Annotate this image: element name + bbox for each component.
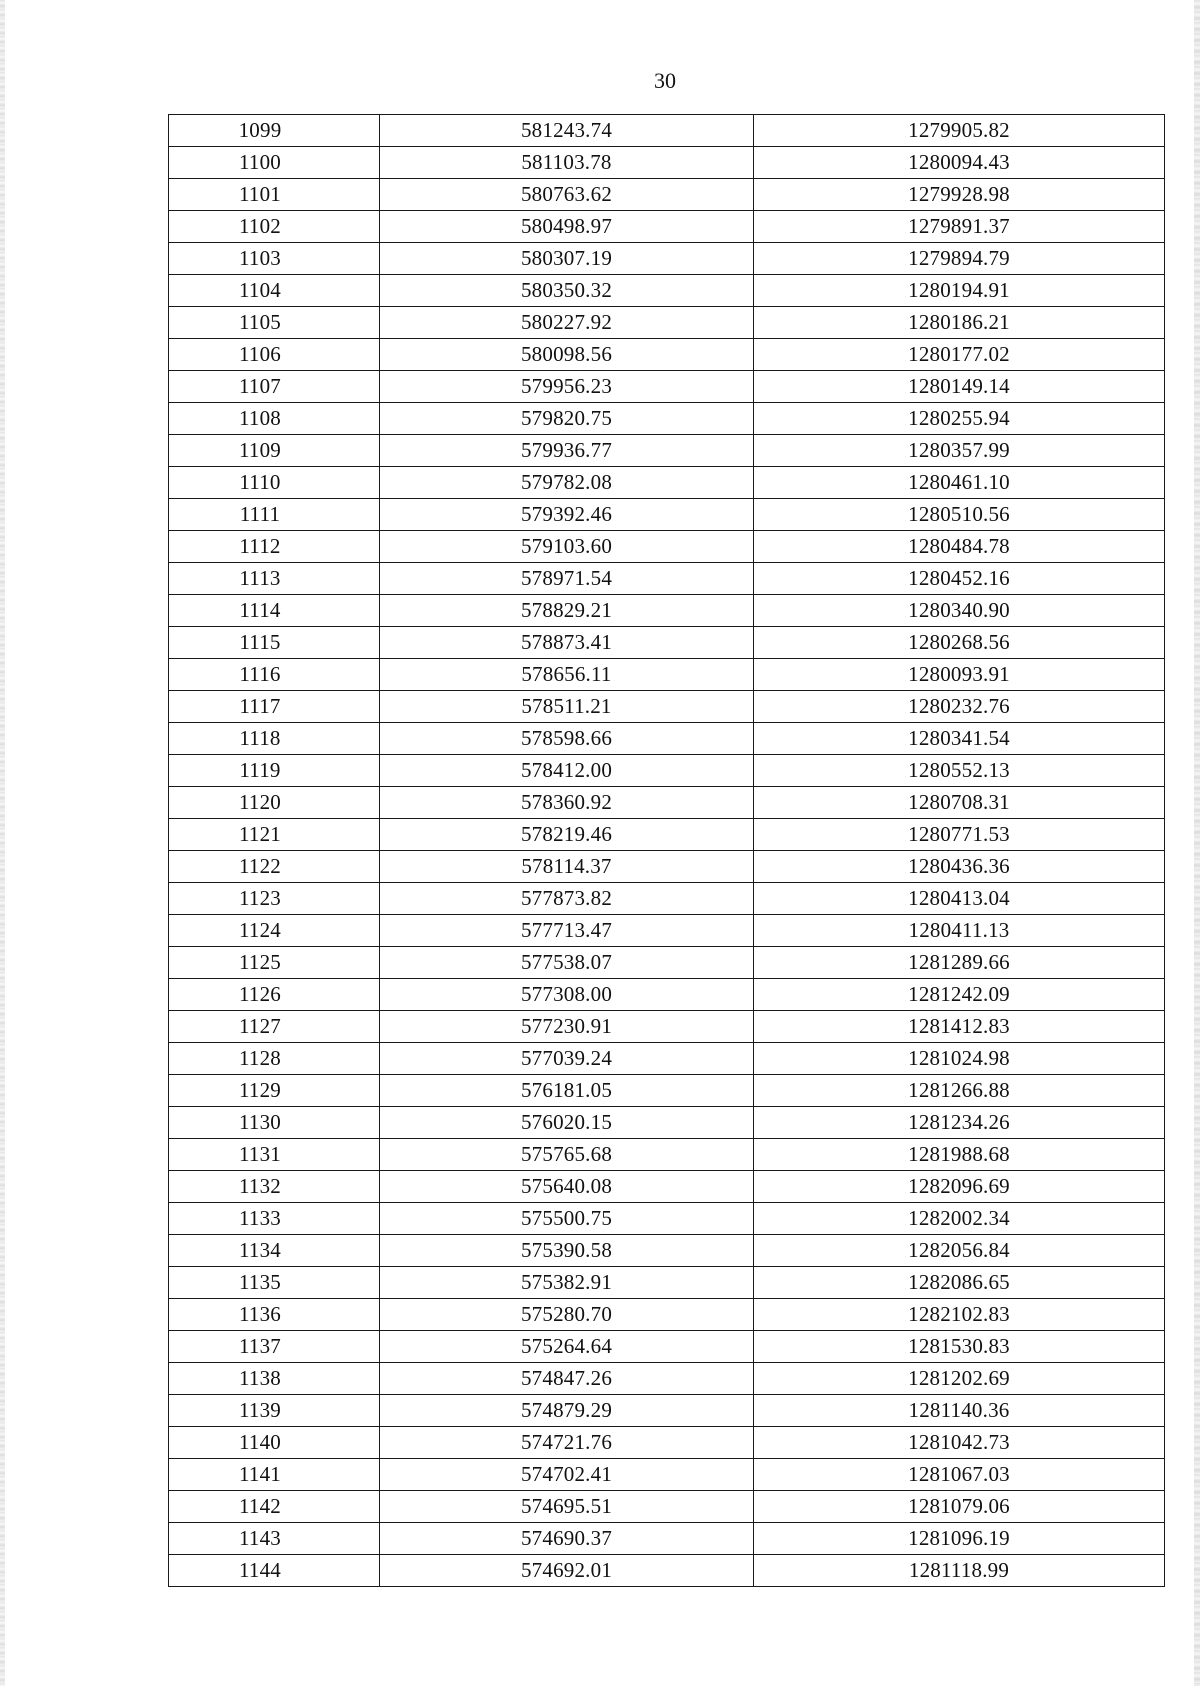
x-coordinate-cell: 581103.78	[380, 147, 754, 179]
y-coordinate-cell: 1280357.99	[754, 435, 1165, 467]
x-coordinate-cell: 575382.91	[380, 1267, 754, 1299]
x-coordinate-cell: 580350.32	[380, 275, 754, 307]
x-coordinate-cell: 577308.00	[380, 979, 754, 1011]
point-id-cell: 1113	[169, 563, 380, 595]
table-row	[169, 307, 1165, 339]
point-id-cell: 1116	[169, 659, 380, 691]
y-coordinate-cell: 1280552.13	[754, 755, 1165, 787]
y-coordinate-cell: 1280149.14	[754, 371, 1165, 403]
y-coordinate-cell: 1281140.36	[754, 1395, 1165, 1427]
x-coordinate-cell: 581243.74	[380, 115, 754, 147]
x-coordinate-cell: 575264.64	[380, 1331, 754, 1363]
y-coordinate-cell: 1280232.76	[754, 691, 1165, 723]
table-row	[169, 1075, 1165, 1107]
x-coordinate-cell: 574690.37	[380, 1523, 754, 1555]
table-row	[169, 1299, 1165, 1331]
x-coordinate-cell: 575390.58	[380, 1235, 754, 1267]
table-row	[169, 1395, 1165, 1427]
point-id-cell: 1108	[169, 403, 380, 435]
table-row	[169, 1043, 1165, 1075]
point-id-cell: 1111	[169, 499, 380, 531]
y-coordinate-cell: 1281096.19	[754, 1523, 1165, 1555]
y-coordinate-cell: 1281530.83	[754, 1331, 1165, 1363]
y-coordinate-cell: 1280268.56	[754, 627, 1165, 659]
y-coordinate-cell: 1280771.53	[754, 819, 1165, 851]
y-coordinate-cell: 1281234.26	[754, 1107, 1165, 1139]
point-id-cell: 1109	[169, 435, 380, 467]
table-row	[169, 883, 1165, 915]
y-coordinate-cell: 1280194.91	[754, 275, 1165, 307]
point-id-cell: 1128	[169, 1043, 380, 1075]
point-id-cell: 1117	[169, 691, 380, 723]
x-coordinate-cell: 578656.11	[380, 659, 754, 691]
y-coordinate-cell: 1280413.04	[754, 883, 1165, 915]
x-coordinate-cell: 577538.07	[380, 947, 754, 979]
table-row	[169, 499, 1165, 531]
point-id-cell: 1114	[169, 595, 380, 627]
point-id-cell: 1125	[169, 947, 380, 979]
table-row	[169, 403, 1165, 435]
coordinate-table-body	[169, 115, 1165, 1587]
x-coordinate-cell: 577039.24	[380, 1043, 754, 1075]
x-coordinate-cell: 577873.82	[380, 883, 754, 915]
point-id-cell: 1121	[169, 819, 380, 851]
x-coordinate-cell: 580498.97	[380, 211, 754, 243]
x-coordinate-cell: 577713.47	[380, 915, 754, 947]
y-coordinate-cell: 1281266.88	[754, 1075, 1165, 1107]
x-coordinate-cell: 578219.46	[380, 819, 754, 851]
y-coordinate-cell: 1281024.98	[754, 1043, 1165, 1075]
table-row	[169, 1491, 1165, 1523]
table-row	[169, 1139, 1165, 1171]
scan-edge-right	[1194, 0, 1200, 1686]
point-id-cell: 1106	[169, 339, 380, 371]
y-coordinate-cell: 1280708.31	[754, 787, 1165, 819]
y-coordinate-cell: 1280093.91	[754, 659, 1165, 691]
table-row	[169, 531, 1165, 563]
x-coordinate-cell: 575500.75	[380, 1203, 754, 1235]
table-row	[169, 1459, 1165, 1491]
x-coordinate-cell: 574847.26	[380, 1363, 754, 1395]
x-coordinate-cell: 578873.41	[380, 627, 754, 659]
point-id-cell: 1131	[169, 1139, 380, 1171]
table-row	[169, 115, 1165, 147]
point-id-cell: 1141	[169, 1459, 380, 1491]
table-row	[169, 851, 1165, 883]
point-id-cell: 1135	[169, 1267, 380, 1299]
point-id-cell: 1102	[169, 211, 380, 243]
table-row	[169, 435, 1165, 467]
y-coordinate-cell: 1280340.90	[754, 595, 1165, 627]
x-coordinate-cell: 578114.37	[380, 851, 754, 883]
table-row	[169, 1331, 1165, 1363]
table-row	[169, 787, 1165, 819]
table-row	[169, 755, 1165, 787]
table-row	[169, 595, 1165, 627]
y-coordinate-cell: 1279928.98	[754, 179, 1165, 211]
table-row	[169, 563, 1165, 595]
x-coordinate-cell: 580307.19	[380, 243, 754, 275]
table-row	[169, 1555, 1165, 1587]
table-row	[169, 1011, 1165, 1043]
point-id-cell: 1124	[169, 915, 380, 947]
point-id-cell: 1122	[169, 851, 380, 883]
point-id-cell: 1144	[169, 1555, 380, 1587]
point-id-cell: 1099	[169, 115, 380, 147]
table-row	[169, 371, 1165, 403]
point-id-cell: 1143	[169, 1523, 380, 1555]
y-coordinate-cell: 1281289.66	[754, 947, 1165, 979]
point-id-cell: 1127	[169, 1011, 380, 1043]
table-row	[169, 1235, 1165, 1267]
x-coordinate-cell: 580098.56	[380, 339, 754, 371]
x-coordinate-cell: 575765.68	[380, 1139, 754, 1171]
table-row	[169, 211, 1165, 243]
y-coordinate-cell: 1279905.82	[754, 115, 1165, 147]
point-id-cell: 1105	[169, 307, 380, 339]
x-coordinate-cell: 574721.76	[380, 1427, 754, 1459]
table-row	[169, 627, 1165, 659]
point-id-cell: 1136	[169, 1299, 380, 1331]
x-coordinate-cell: 578360.92	[380, 787, 754, 819]
table-row	[169, 1267, 1165, 1299]
x-coordinate-cell: 580227.92	[380, 307, 754, 339]
x-coordinate-cell: 575280.70	[380, 1299, 754, 1331]
point-id-cell: 1129	[169, 1075, 380, 1107]
x-coordinate-cell: 576181.05	[380, 1075, 754, 1107]
y-coordinate-cell: 1281988.68	[754, 1139, 1165, 1171]
x-coordinate-cell: 579392.46	[380, 499, 754, 531]
point-id-cell: 1140	[169, 1427, 380, 1459]
table-row	[169, 1171, 1165, 1203]
point-id-cell: 1123	[169, 883, 380, 915]
y-coordinate-cell: 1279894.79	[754, 243, 1165, 275]
table-row	[169, 723, 1165, 755]
x-coordinate-cell: 579782.08	[380, 467, 754, 499]
x-coordinate-cell: 578511.21	[380, 691, 754, 723]
table-row	[169, 947, 1165, 979]
table-row	[169, 915, 1165, 947]
y-coordinate-cell: 1280341.54	[754, 723, 1165, 755]
y-coordinate-cell: 1281118.99	[754, 1555, 1165, 1587]
x-coordinate-cell: 577230.91	[380, 1011, 754, 1043]
table-row	[169, 1203, 1165, 1235]
y-coordinate-cell: 1280484.78	[754, 531, 1165, 563]
table-row	[169, 1427, 1165, 1459]
x-coordinate-cell: 579936.77	[380, 435, 754, 467]
point-id-cell: 1142	[169, 1491, 380, 1523]
x-coordinate-cell: 576020.15	[380, 1107, 754, 1139]
y-coordinate-cell: 1281242.09	[754, 979, 1165, 1011]
y-coordinate-cell: 1280177.02	[754, 339, 1165, 371]
y-coordinate-cell: 1281067.03	[754, 1459, 1165, 1491]
point-id-cell: 1138	[169, 1363, 380, 1395]
y-coordinate-cell: 1280436.36	[754, 851, 1165, 883]
point-id-cell: 1134	[169, 1235, 380, 1267]
x-coordinate-cell: 574702.41	[380, 1459, 754, 1491]
point-id-cell: 1119	[169, 755, 380, 787]
point-id-cell: 1133	[169, 1203, 380, 1235]
table-row	[169, 179, 1165, 211]
x-coordinate-cell: 574879.29	[380, 1395, 754, 1427]
x-coordinate-cell: 580763.62	[380, 179, 754, 211]
page-number: 30	[654, 68, 676, 93]
point-id-cell: 1130	[169, 1107, 380, 1139]
x-coordinate-cell: 574695.51	[380, 1491, 754, 1523]
x-coordinate-cell: 578971.54	[380, 563, 754, 595]
point-id-cell: 1126	[169, 979, 380, 1011]
table-row	[169, 467, 1165, 499]
point-id-cell: 1115	[169, 627, 380, 659]
x-coordinate-cell: 578829.21	[380, 595, 754, 627]
x-coordinate-cell: 575640.08	[380, 1171, 754, 1203]
y-coordinate-cell: 1282002.34	[754, 1203, 1165, 1235]
y-coordinate-cell: 1280094.43	[754, 147, 1165, 179]
point-id-cell: 1110	[169, 467, 380, 499]
point-id-cell: 1120	[169, 787, 380, 819]
y-coordinate-cell: 1280255.94	[754, 403, 1165, 435]
x-coordinate-cell: 574692.01	[380, 1555, 754, 1587]
table-row	[169, 1107, 1165, 1139]
table-row	[169, 819, 1165, 851]
y-coordinate-cell: 1280452.16	[754, 563, 1165, 595]
point-id-cell: 1100	[169, 147, 380, 179]
x-coordinate-cell: 579103.60	[380, 531, 754, 563]
y-coordinate-cell: 1281202.69	[754, 1363, 1165, 1395]
y-coordinate-cell: 1280461.10	[754, 467, 1165, 499]
table-row	[169, 147, 1165, 179]
y-coordinate-cell: 1281079.06	[754, 1491, 1165, 1523]
y-coordinate-cell: 1281412.83	[754, 1011, 1165, 1043]
coordinate-table	[168, 114, 1165, 1587]
y-coordinate-cell: 1280510.56	[754, 499, 1165, 531]
y-coordinate-cell: 1282096.69	[754, 1171, 1165, 1203]
table-row	[169, 1363, 1165, 1395]
x-coordinate-cell: 578412.00	[380, 755, 754, 787]
y-coordinate-cell: 1280186.21	[754, 307, 1165, 339]
table-row	[169, 1523, 1165, 1555]
point-id-cell: 1132	[169, 1171, 380, 1203]
y-coordinate-cell: 1279891.37	[754, 211, 1165, 243]
table-row	[169, 339, 1165, 371]
y-coordinate-cell: 1282102.83	[754, 1299, 1165, 1331]
point-id-cell: 1137	[169, 1331, 380, 1363]
point-id-cell: 1139	[169, 1395, 380, 1427]
table-row	[169, 243, 1165, 275]
table-row	[169, 691, 1165, 723]
point-id-cell: 1118	[169, 723, 380, 755]
y-coordinate-cell: 1280411.13	[754, 915, 1165, 947]
y-coordinate-cell: 1281042.73	[754, 1427, 1165, 1459]
table-row	[169, 979, 1165, 1011]
table-row	[169, 659, 1165, 691]
y-coordinate-cell: 1282086.65	[754, 1267, 1165, 1299]
point-id-cell: 1107	[169, 371, 380, 403]
point-id-cell: 1103	[169, 243, 380, 275]
point-id-cell: 1112	[169, 531, 380, 563]
scan-edge-left	[0, 0, 5, 1686]
x-coordinate-cell: 579820.75	[380, 403, 754, 435]
x-coordinate-cell: 579956.23	[380, 371, 754, 403]
table-row	[169, 275, 1165, 307]
point-id-cell: 1101	[169, 179, 380, 211]
x-coordinate-cell: 578598.66	[380, 723, 754, 755]
point-id-cell: 1104	[169, 275, 380, 307]
y-coordinate-cell: 1282056.84	[754, 1235, 1165, 1267]
